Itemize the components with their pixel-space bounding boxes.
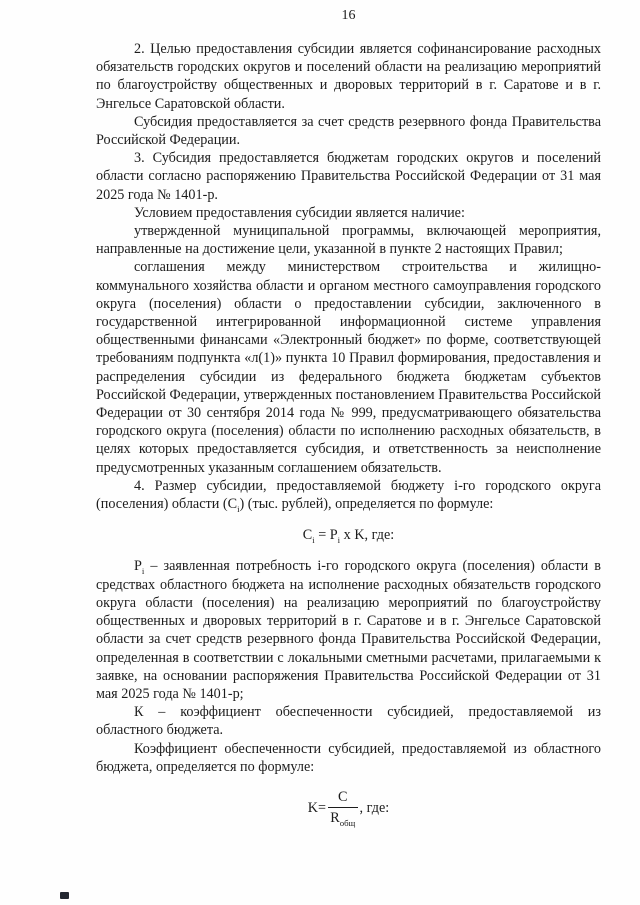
formula-subsidy-size: [96, 526, 601, 544]
page-number: 16: [341, 8, 356, 23]
subscript: i: [141, 566, 145, 577]
paragraph-pi-definition: [96, 557, 601, 703]
text-run: К – коэффициент обеспеченности субсидией, предоставляемой из областного бюджета.: [96, 704, 601, 739]
paragraph-municipal-program: [96, 222, 601, 258]
paragraph-point-2: [96, 40, 601, 113]
text-run: утвержденной муниципальной программы, включающей мероприятия, направленные на достижение цели, указанной в пункте 2 настоящих Правил;: [96, 223, 601, 258]
fraction: [328, 788, 357, 827]
denominator-subscript: общ: [339, 817, 356, 828]
paragraph-point-4: [96, 477, 601, 513]
text-run: ) (тыс. рублей), определяется по формуле:: [239, 496, 494, 513]
paragraph-k-definition: [96, 703, 601, 739]
text-run: Субсидия предоставляется за счет средств резервного фонда Правительства Российской Федерации.: [96, 113, 601, 149]
paragraph-coefficient-intro: [96, 740, 601, 776]
fraction-numerator: C: [328, 788, 357, 808]
paragraph-point-3: [96, 149, 601, 204]
document-body: [96, 40, 601, 827]
text-run: соглашения между министерством строительства и жилищно-коммунального хозяйства области и органом местного самоуправления городского округа (поселения) области о предоставлении субсидии, заключенного в государственной интегрированной информационной системе управления общественными финансами «Электронный бюджет» по форме, соответствующей требованиям подпункта «л(1)» пункта 10 Правил формирования, предоставления и распределения субсидии из федерального бюджета бюджетам субъектов Российской Федерации, утвержденных постановлением Правительства Российской Федерации от 30 сентября 2014 года № 999, предусматривающего обязательства городского округа (поселения) области по исполнению расходных обязательств, в целях которых предоставляется субсидия, и ответственность за неисполнение предусмотренных указанным соглашением обязательств.: [96, 259, 601, 476]
fraction-denominator: [328, 808, 357, 827]
text-run: 2. Целью предоставления субсидии является софинансирование расходных обязательств городских округов и поселений области на реализацию мероприятий по благоустройству общественных и дворовых территорий в г. Саратове и в г. Энгельсе Саратовской области.: [96, 41, 601, 112]
fraction-lhs: K=: [307, 799, 327, 816]
subscript: i: [337, 535, 341, 546]
text-run: Условием предоставления субсидии является наличие:: [134, 204, 465, 221]
formula-coefficient: [96, 788, 601, 827]
text-run: – заявленная потребность i-го городского округа (поселения) области в средствах областного бюджета на исполнение расходных обязательств городского округа области (поселения) на реализацию мероприятий по благоустройству общественных и дворовых территорий в г. Саратове и в г. Энгельсе Саратовской области за счет средств резервного фонда Правительства Российской Федерации, определенная в соответствии с локальными сметными расчетами, прилагаемыми к заявке, на основании распоряжения Правительства Российской Федерации от 31 мая 2025 года № 1401-р;: [96, 558, 601, 702]
text-run: C: [302, 527, 313, 544]
scan-artifact: [60, 892, 69, 899]
text-run: = P: [314, 527, 338, 544]
subscript: i: [312, 535, 315, 546]
denominator-base: R: [330, 810, 340, 827]
text-run: x K, где:: [340, 527, 395, 544]
paragraph-condition: [96, 204, 601, 222]
subscript: i: [237, 503, 240, 514]
text-run: P: [134, 558, 142, 575]
text-run: Коэффициент обеспеченности субсидией, предоставляемой из областного бюджета, определяется по формуле:: [96, 740, 601, 775]
text-run: 4. Размер субсидии, предоставляемой бюджету i-го городского округа (поселения) области (C: [96, 477, 601, 513]
text-run: 3. Субсидия предоставляется бюджетам городских округов и поселений области согласно распоряжению Правительства Российской Федерации от 31 мая 2025 года № 1401-р.: [96, 150, 601, 203]
paragraph-agreement: [96, 258, 601, 476]
paragraph-reserve-fund: [96, 113, 601, 149]
fraction-rhs: , где:: [359, 799, 390, 816]
